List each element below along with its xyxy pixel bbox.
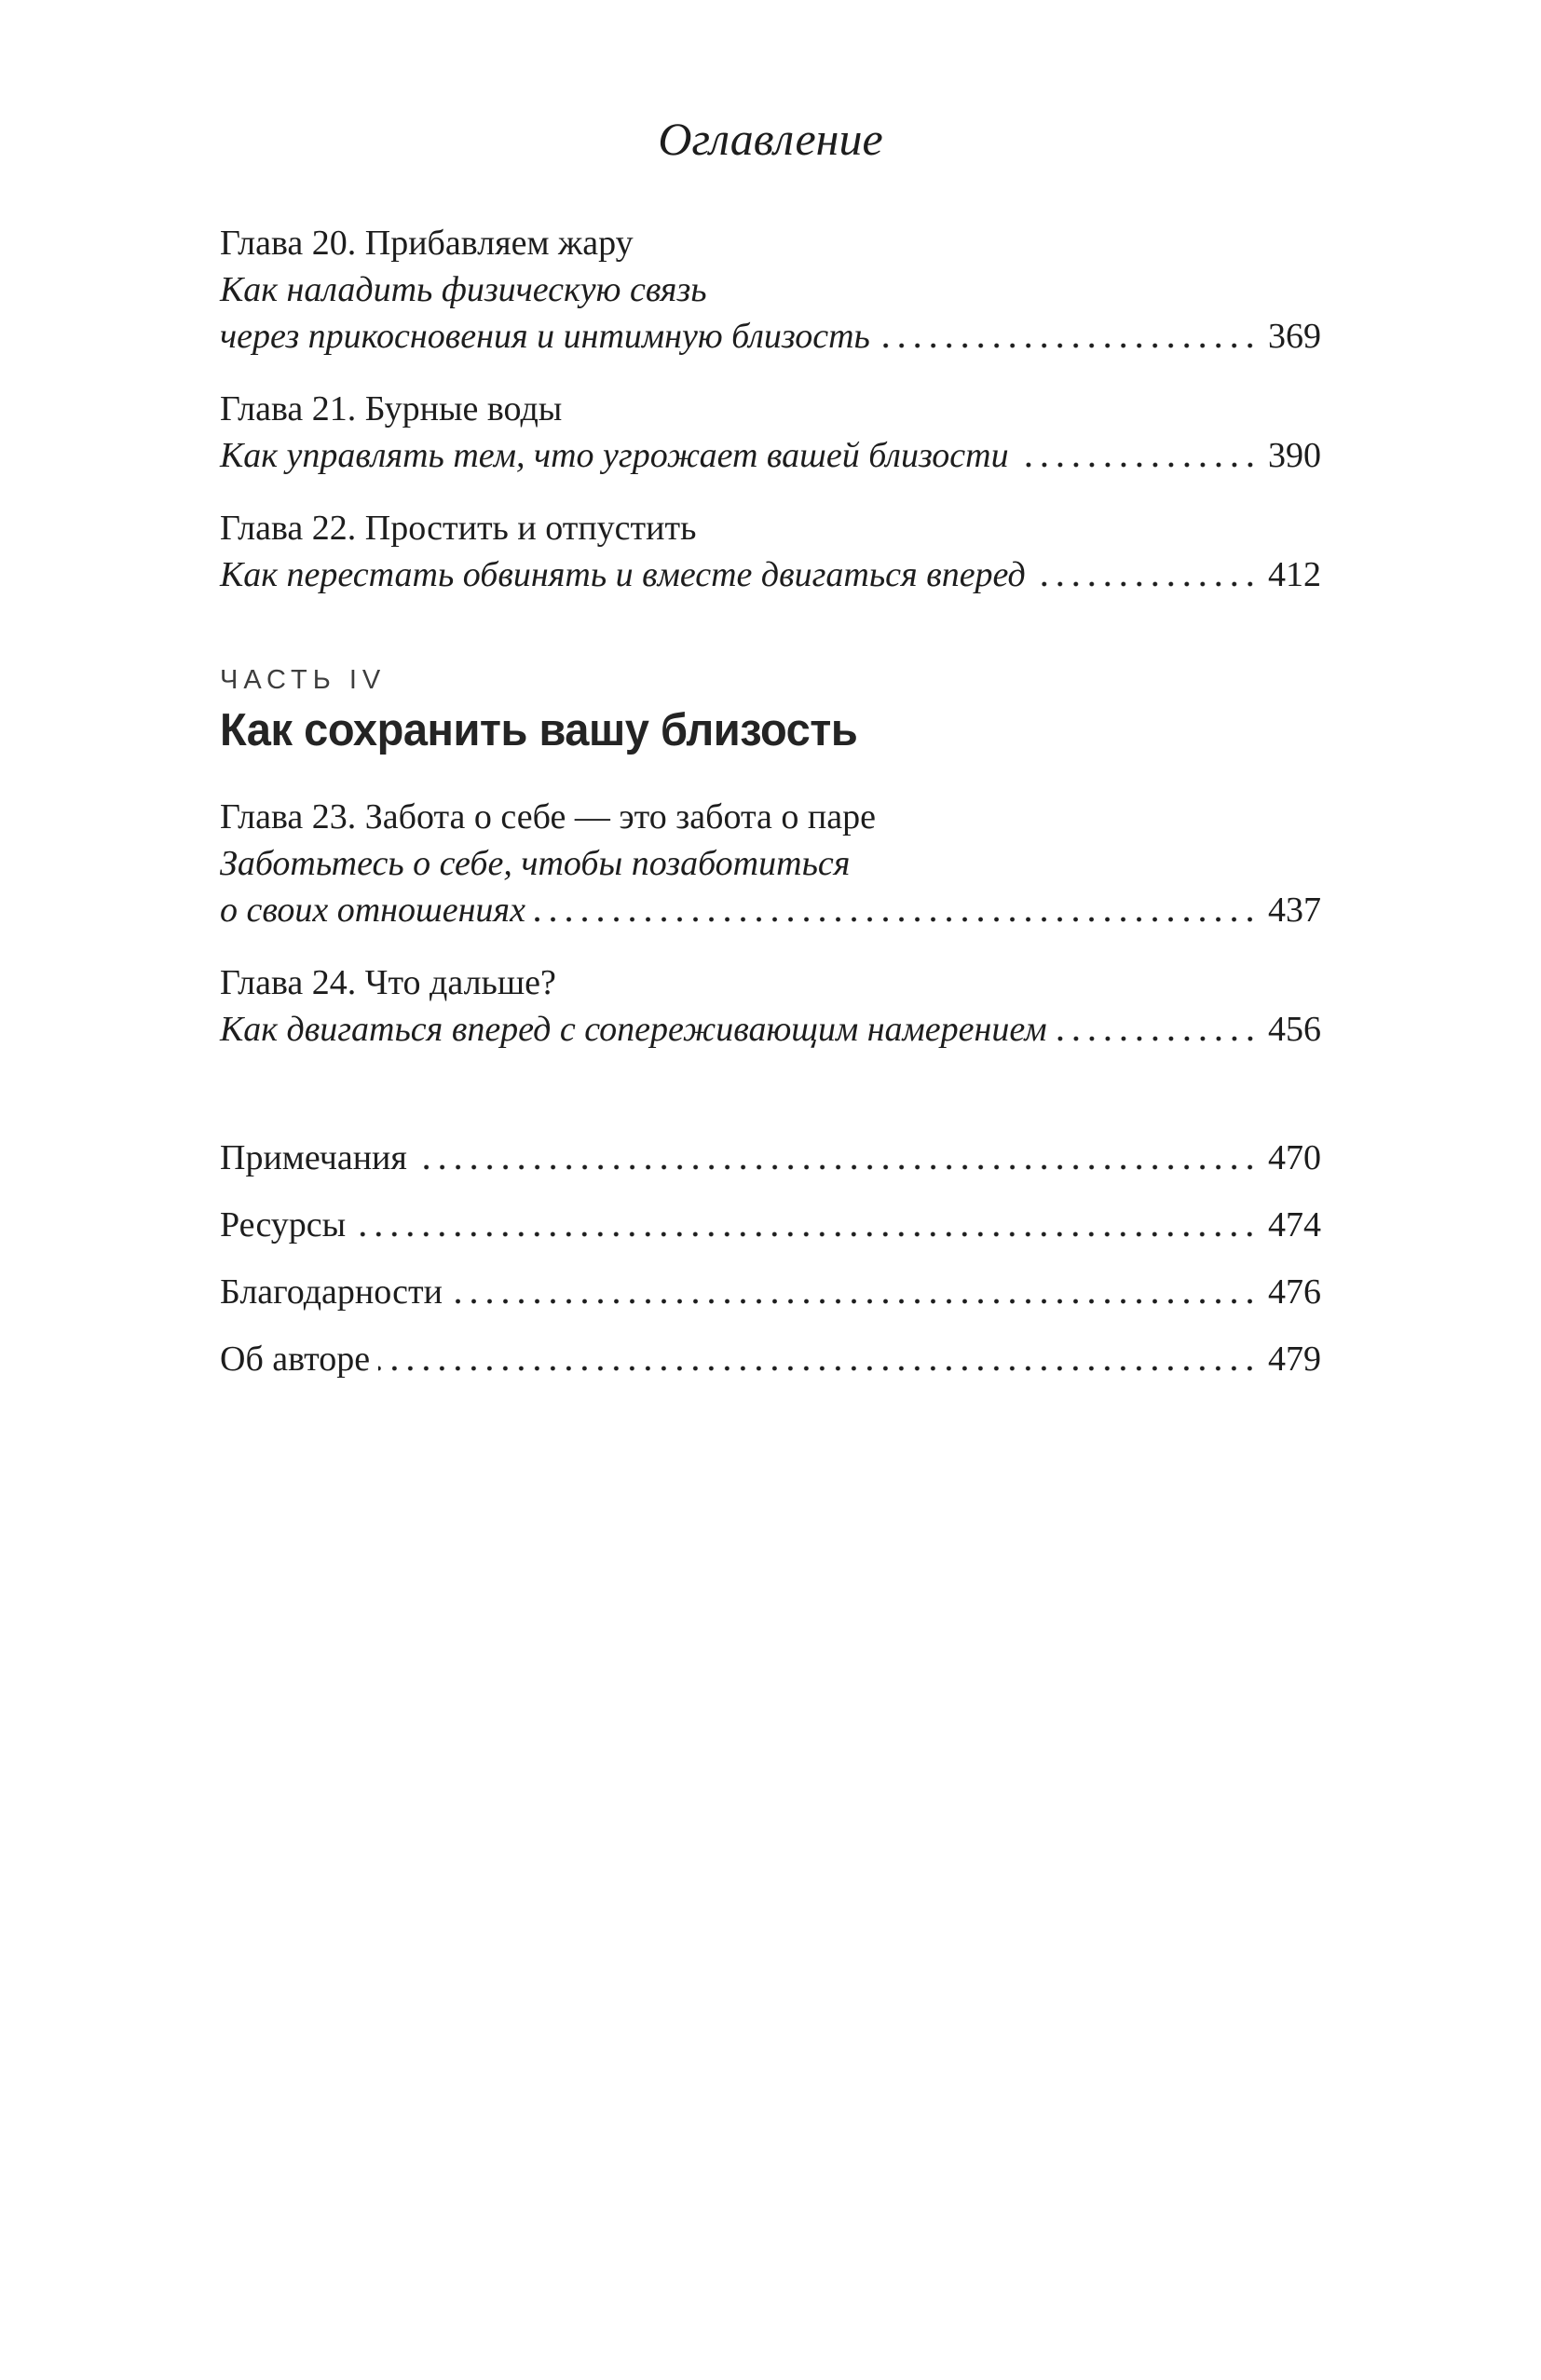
page-number: 369 <box>1268 317 1321 356</box>
toc-leader-row <box>220 1336 1321 1382</box>
backmatter-entry-about-author <box>220 1336 1321 1382</box>
chapter-title: Глава 23. Забота о себе — это забота о паре <box>220 797 876 836</box>
toc-entry-chapter-21 <box>220 386 1321 479</box>
backmatter-entry-notes <box>220 1135 1321 1181</box>
backmatter-section <box>220 1135 1321 1382</box>
toc-leader-row <box>220 1269 1321 1315</box>
dot-leader <box>451 1269 1258 1315</box>
chapter-subtitle: Как перестать обвинять и вместе двигаться вперед <box>220 555 1026 594</box>
toc-entry-chapter-22 <box>220 505 1321 598</box>
page-number: 474 <box>1268 1205 1321 1244</box>
toc-leader-row <box>220 887 1321 933</box>
dot-leader <box>416 1135 1258 1181</box>
page-number: 479 <box>1268 1340 1321 1379</box>
page-number: 476 <box>1268 1272 1321 1312</box>
page-number: 412 <box>1268 555 1321 594</box>
backmatter-label: Ресурсы <box>220 1205 347 1244</box>
chapter-title: Глава 21. Бурные воды <box>220 389 563 428</box>
dot-leader <box>879 313 1258 360</box>
dot-leader <box>354 1202 1258 1248</box>
dot-leader <box>534 887 1258 933</box>
toc-leader-row <box>220 551 1321 598</box>
page-number: 470 <box>1268 1138 1321 1177</box>
chapter-title: Глава 24. Что дальше? <box>220 963 556 1002</box>
part-header <box>220 663 1321 756</box>
toc-entry-chapter-23 <box>220 794 1321 933</box>
part-label: ЧАСТЬ IV <box>220 665 387 695</box>
toc-leader-row <box>220 432 1321 479</box>
chapter-subtitle: Заботьтесь о себе, чтобы позаботиться <box>220 844 851 883</box>
backmatter-label: Об авторе <box>220 1340 371 1379</box>
backmatter-entry-resources <box>220 1202 1321 1248</box>
toc-section-front <box>220 220 1321 598</box>
toc-section-part-iv <box>220 794 1321 1053</box>
dot-leader <box>1034 551 1258 598</box>
toc-leader-row <box>220 313 1321 360</box>
chapter-title: Глава 22. Простить и отпустить <box>220 509 697 548</box>
backmatter-label: Благодарности <box>220 1272 443 1312</box>
toc-leader-row <box>220 1202 1321 1248</box>
chapter-subtitle-continued: через прикосновения и интимную близость <box>220 317 870 356</box>
chapter-subtitle: Как наладить физическую связь <box>220 270 707 309</box>
page-number: 390 <box>1268 436 1321 475</box>
toc-entry-chapter-20 <box>220 220 1321 360</box>
backmatter-label: Примечания <box>220 1138 407 1177</box>
page-number: 437 <box>1268 891 1321 930</box>
chapter-subtitle: Как управлять тем, что угрожает вашей близости <box>220 436 1009 475</box>
dot-leader <box>1056 1006 1258 1053</box>
toc-entry-chapter-24 <box>220 959 1321 1053</box>
dot-leader <box>378 1336 1258 1382</box>
page-number: 456 <box>1268 1010 1321 1049</box>
chapter-subtitle: Как двигаться вперед с сопереживающим намерением <box>220 1010 1047 1049</box>
chapter-subtitle-continued: о своих отношениях <box>220 891 525 930</box>
book-toc-page <box>0 114 1541 2380</box>
toc-leader-row <box>220 1006 1321 1053</box>
page-title: Оглавление <box>658 113 883 165</box>
chapter-title: Глава 20. Прибавляем жару <box>220 224 634 263</box>
dot-leader <box>1017 432 1258 479</box>
part-title: Как сохранить вашу близость <box>220 705 858 755</box>
backmatter-entry-acknowledgements <box>220 1269 1321 1315</box>
toc-leader-row <box>220 1135 1321 1181</box>
